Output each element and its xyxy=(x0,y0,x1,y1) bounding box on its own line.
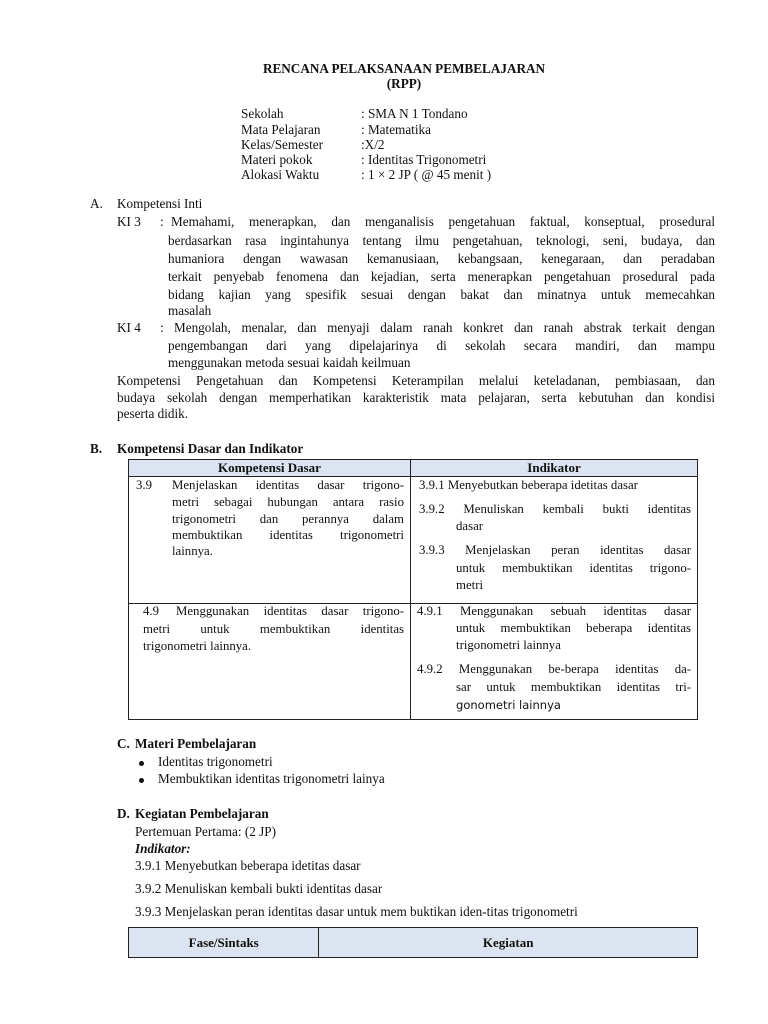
identity-value: : SMA N 1 Tondano xyxy=(361,106,468,121)
indicator-line: gonometri lainnya xyxy=(456,698,561,712)
kd-line: lainnya. xyxy=(172,544,213,558)
kd-cell xyxy=(129,604,411,720)
section-letter: D. xyxy=(117,806,130,821)
kd-indicator-table xyxy=(128,459,698,720)
col-header-kegiatan: Kegiatan xyxy=(319,928,698,958)
identity-label: Sekolah xyxy=(241,106,284,121)
section-title: Kompetensi Dasar dan Indikator xyxy=(117,441,304,456)
kd-number: 3.9 xyxy=(136,478,152,492)
ki4-label: KI 4 xyxy=(117,320,141,335)
list-item: Membuktikan identitas trigonometri lainya xyxy=(158,771,385,786)
indicator-line: untuk membuktikan identitas trigono- xyxy=(456,561,692,575)
col-header-kompetensi-dasar: Kompetensi Dasar xyxy=(129,460,411,477)
section-title: Kompetensi Inti xyxy=(117,196,203,211)
indicator-line: trigonometri lainnya xyxy=(456,638,561,652)
indicator-line: 3.9.2 Menuliskan kembali bukti identitas xyxy=(419,502,692,516)
kd-line: metri sebagai hubungan antara rasio xyxy=(172,495,404,509)
kd-number: 4.9 xyxy=(143,604,159,618)
section-title: Materi Pembelajaran xyxy=(135,736,257,751)
kegiatan-table xyxy=(128,927,698,958)
ki4-line: menggunakan metoda sesuai kaidah keilmuan xyxy=(168,355,411,370)
document-title: RENCANA PELAKSANAAN PEMBELAJARAN xyxy=(262,61,546,76)
ki3-line: Memahami, menerapkan, dan menganalisis pengetahuan faktual, konseptual, prosedural xyxy=(171,214,715,229)
indicator-line: 4.9.1 Menggunakan sebuah identitas dasar xyxy=(417,604,692,618)
closing-line: budaya sekolah dengan memperhatikan karakteristik mata pelajaran, serta kebutuhan dan kondisi xyxy=(117,390,715,405)
section-title: Kegiatan Pembelajaran xyxy=(135,806,269,821)
ki3-line: masalah xyxy=(168,303,212,318)
list-item: Identitas trigonometri xyxy=(158,754,273,769)
col-header-fase: Fase/Sintaks xyxy=(129,928,319,958)
ki3-line: terkait penyebab fenomena dan kejadian, serta menerapkan pengetahuan prosedural pada xyxy=(168,269,715,284)
indicator-line: 3.9.2 Menuliskan kembali bukti identitas dasar xyxy=(135,881,383,896)
indicator-line: 3.9.3 Menjelaskan peran identitas dasar untuk mem buktikan iden-titas trigonometri xyxy=(135,904,578,919)
ki4-colon: : xyxy=(160,320,164,335)
kd-cell xyxy=(129,477,411,604)
identity-value: : 1 × 2 JP ( @ 45 menit ) xyxy=(361,167,492,182)
ki4-line: pengembangan dari yang dipelajarinya di sekolah secara mandiri, dan mampu xyxy=(168,338,715,353)
indicator-cell xyxy=(411,477,698,604)
indicator-line: 3.9.1 Menyebutkan beberapa idetitas dasar xyxy=(135,858,361,873)
kd-line: membuktikan identitas trigonometri xyxy=(172,528,404,542)
identity-label: Kelas/Semester xyxy=(241,137,324,152)
identity-value: : Matematika xyxy=(361,122,431,137)
section-letter: A. xyxy=(90,196,103,211)
document-subtitle: (RPP) xyxy=(386,76,422,91)
closing-line: peserta didik. xyxy=(117,406,189,421)
identity-value: : Identitas Trigonometri xyxy=(361,152,487,167)
indicator-line: sar untuk membuktikan identitas tri- xyxy=(456,680,692,694)
ki3-line: bidang kajian yang spesifik sesuai dengan bakat dan minatnya untuk memecahkan xyxy=(168,287,715,302)
ki3-label: KI 3 xyxy=(117,214,141,229)
indicator-line: untuk membuktikan beberapa identitas xyxy=(456,621,692,635)
identity-value: :X/2 xyxy=(361,137,385,152)
indikator-label: Indikator: xyxy=(135,841,191,856)
section-letter: B. xyxy=(90,441,103,456)
ki3-colon: : xyxy=(160,214,164,229)
kd-line: trigonometri dan perannya dalam xyxy=(172,512,404,526)
bullet-icon xyxy=(139,761,144,766)
identity-label: Materi pokok xyxy=(241,152,313,167)
indicator-line: 3.9.3 Menjelaskan peran identitas dasar xyxy=(419,543,692,557)
bullet-icon xyxy=(139,778,144,783)
kd-line: trigonometri lainnya. xyxy=(143,639,252,653)
identity-label: Mata Pelajaran xyxy=(241,122,321,137)
section-letter: C. xyxy=(117,736,130,751)
kd-line: Menggunakan identitas dasar trigono- xyxy=(176,604,404,618)
indicator-line: 3.9.1 Menyebutkan beberapa idetitas dasar xyxy=(419,478,638,492)
indicator-line: metri xyxy=(456,578,484,592)
kd-line: Menjelaskan identitas dasar trigono- xyxy=(172,478,404,492)
ki3-line: humaniora dengan wawasan kemanusiaan, kebangsaan, kenegaraan, dan peradaban xyxy=(168,251,715,266)
meeting-text: Pertemuan Pertama: (2 JP) xyxy=(135,824,276,839)
indicator-line: 4.9.2 Menggunakan be-berapa identitas da- xyxy=(417,662,692,676)
ki4-line: Mengolah, menalar, dan menyaji dalam ranah konkret dan ranah abstrak terkait dengan xyxy=(174,320,715,335)
identity-label: Alokasi Waktu xyxy=(241,167,320,182)
closing-line: Kompetensi Pengetahuan dan Kompetensi Keterampilan melalui keteladanan, pembiasaan, dan xyxy=(117,373,715,388)
ki3-line: berdasarkan rasa ingintahunya tentang ilmu pengetahuan, teknologi, seni, budaya, dan xyxy=(168,233,715,248)
col-header-indikator: Indikator xyxy=(411,460,698,477)
indicator-line: dasar xyxy=(456,519,484,533)
kd-line: metri untuk membuktikan identitas xyxy=(143,622,404,636)
indicator-cell xyxy=(411,604,698,720)
